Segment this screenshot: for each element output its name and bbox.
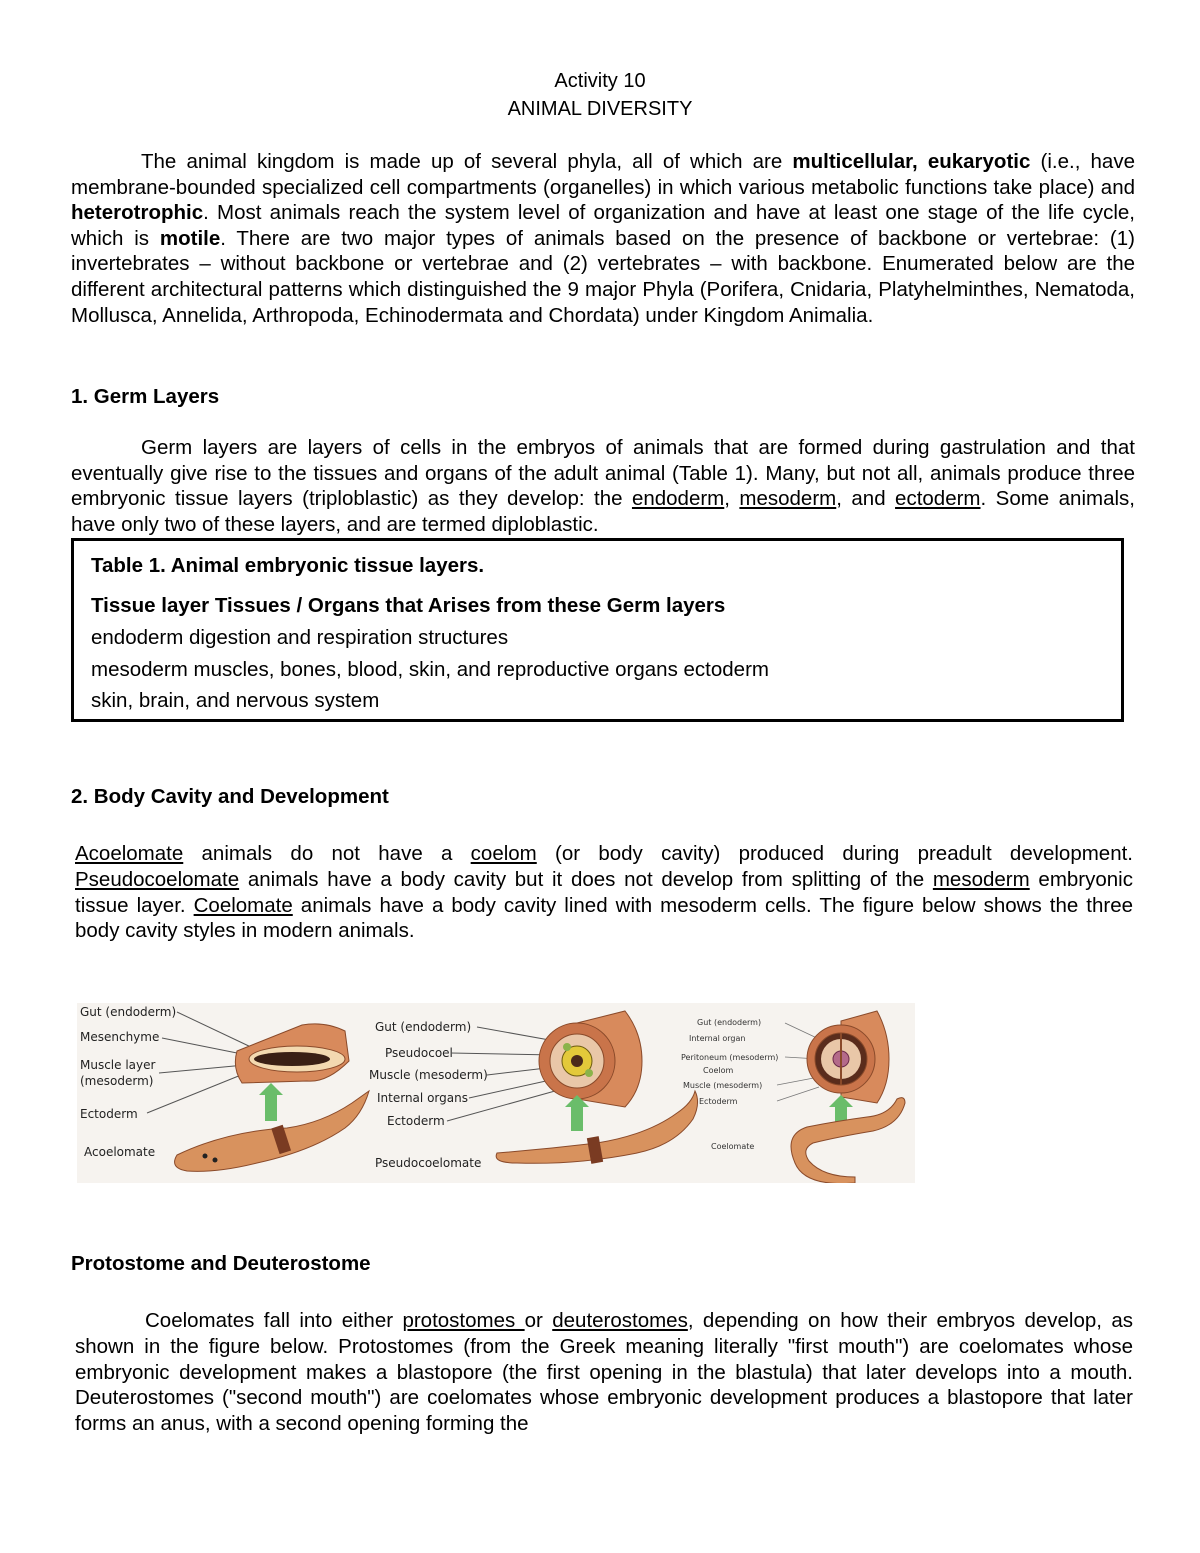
coelomate-label: Internal organ — [689, 1034, 746, 1043]
acoelomate-label: Ectoderm — [80, 1107, 138, 1121]
earthworm-icon — [791, 1098, 905, 1183]
intro-paragraph: The animal kingdom is made up of several phyla, all of which are multicellular, eukaryotic (i.e., have membrane-bounded specialized cell compartments (organelles) in which various metabolic functions take place) and heterotrophic. Most animals reach the system level of organization and have at least one stage of the life cycle, which is motile. There are two major types of animals based on the presence of backbone or vertebrae: (1) invertebrates – without backbone or vertebrae and (2) vertebrates – with backbone. Enumerated below are the different architectural patterns which distinguished the 9 major Phyla (Porifera, Cnidaria, Platyhelminthes, Nematoda, Mollusca, Annelida, Arthropoda, Echinodermata and Chordata) under Kingdom Animalia. — [71, 150, 1135, 327]
acoelomate-label: Mesenchyme — [80, 1030, 160, 1044]
body-cavity-illustration — [77, 1003, 915, 1183]
coelomate-cross-section — [807, 1011, 889, 1103]
acoelomate-label: (mesoderm) — [80, 1074, 154, 1088]
pseudocoelomate-label: Pseudocoel — [385, 1046, 453, 1060]
table-header: Tissue layer Tissues / Organs that Arises from these Germ layers — [91, 594, 726, 617]
pseudocoelomate-label: Internal organs — [377, 1091, 468, 1105]
acoelomate-cross-section — [235, 1024, 349, 1083]
table-1 — [71, 538, 1124, 722]
pseudocoelomate-label: Ectoderm — [387, 1114, 445, 1128]
acoelomate-label: Gut (endoderm) — [80, 1005, 177, 1019]
coelomate-label: Muscle (mesoderm) — [683, 1081, 763, 1090]
table-row: mesoderm muscles, bones, blood, skin, and reproductive organs ectoderm — [91, 658, 769, 681]
arrow-icon — [259, 1083, 283, 1121]
body-cavity-paragraph: Acoelomate animals do not have a coelom (or body cavity) produced during preadult development. Pseudocoelomate animals have a body cavity but it does not develop from splitting of the mesoderm embryonic tissue layer. Coelomate animals have a body cavity lined with mesoderm cells. The figure below shows the three body cavity styles in modern animals. — [75, 842, 1133, 943]
coelomate-label: Gut (endoderm) — [697, 1018, 762, 1027]
section-heading-protostome: Protostome and Deuterostome — [71, 1252, 371, 1275]
acoelomate-label: Muscle layer — [80, 1058, 156, 1072]
pseudocoelomate-label: Muscle (mesoderm) — [369, 1068, 488, 1082]
page-subtitle: ANIMAL DIVERSITY — [507, 98, 693, 120]
page-title: Activity 10 — [554, 70, 646, 92]
germ-layers-paragraph: Germ layers are layers of cells in the embryos of animals that are formed during gastrulation and that eventually give rise to the tissues and organs of the adult animal (Table 1). Many, but not all, animals produce three embryonic tissue layers (triploblastic) as they develop: the endoderm, mesoderm, and ectoderm. Some animals, have only two of these layers, and are termed diploblastic. — [71, 436, 1135, 536]
coelomate-label: Coelom — [703, 1066, 734, 1075]
section-heading-germ-layers: 1. Germ Layers — [71, 385, 220, 408]
table-row: endoderm digestion and respiration structures — [91, 626, 509, 649]
coelomate-label: Peritoneum (mesoderm) — [681, 1053, 779, 1062]
coelomate-label: Coelomate — [711, 1142, 755, 1151]
coelomate-label: Ectoderm — [699, 1097, 738, 1106]
pseudocoelomate-cross-section — [539, 1011, 642, 1107]
table-row: skin, brain, and nervous system — [91, 689, 380, 712]
table-caption: Table 1. Animal embryonic tissue layers. — [91, 554, 485, 577]
acoelomate-label: Acoelomate — [84, 1145, 156, 1159]
section-heading-body-cavity: 2. Body Cavity and Development — [71, 785, 389, 808]
protostome-paragraph: Coelomates fall into either protostomes or deuterostomes, depending on how their embryos develop, as shown in the figure below. Protostomes (from the Greek meaning literally "first mouth") are coelomates whose embryonic development makes a blastopore (the first opening in the blastula) that later develops into a mouth. Deuterostomes ("second mouth") are coelomates whose embryonic development produces a blastopore that later forms an anus, with a second opening forming the — [75, 1309, 1133, 1436]
body-cavity-figure — [77, 1003, 915, 1183]
pseudocoelomate-label: Gut (endoderm) — [375, 1020, 472, 1034]
pseudocoelomate-label: Pseudocoelomate — [375, 1156, 482, 1170]
